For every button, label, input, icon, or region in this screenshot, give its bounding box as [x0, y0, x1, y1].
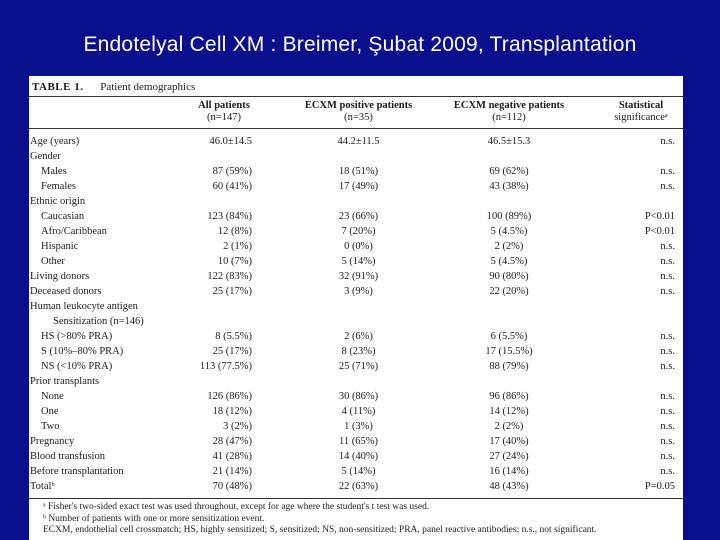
- cell-ecxm-positive: 22 (63%): [338, 481, 379, 492]
- cell-all-patients: 21 (14%): [212, 466, 252, 477]
- row-label: Females: [41, 181, 76, 192]
- footnote-b: ᵇ Number of patients with one or more sensitization event.: [43, 513, 265, 524]
- row-label: Other: [41, 256, 65, 267]
- cell-ecxm-positive: 2 (6%): [344, 331, 373, 342]
- cell-significance: n.s.: [660, 256, 675, 267]
- row-label: Two: [41, 421, 60, 432]
- cell-ecxm-positive: 0 (0%): [344, 241, 373, 252]
- row-label: Before transplantation: [30, 466, 124, 477]
- table-row: [29, 389, 683, 404]
- row-label: Afro/Caribbean: [41, 226, 107, 237]
- table-image: [29, 76, 683, 540]
- cell-significance: P<0.01: [644, 211, 675, 222]
- row-label: NS (<10% PRA): [41, 361, 113, 372]
- table-caption: [32, 81, 195, 93]
- slide-title: Endotelyal Cell XM : Breimer, Şubat 2009, Transplantation: [83, 33, 637, 56]
- row-label: Blood transfusion: [30, 451, 105, 462]
- row-label: One: [41, 406, 59, 417]
- cell-ecxm-positive: 17 (49%): [338, 181, 379, 192]
- cell-all-patients: 2 (1%): [223, 241, 252, 252]
- cell-significance: P=0.05: [644, 481, 675, 492]
- cell-ecxm-negative: 17 (15.5%): [485, 346, 533, 357]
- cell-all-patients: 126 (86%): [207, 391, 252, 402]
- cell-all-patients: 70 (48%): [212, 481, 252, 492]
- cell-ecxm-negative: 2 (2%): [494, 421, 524, 432]
- header-ecxm-positive: ECXM positive patients (n=35): [304, 100, 413, 123]
- table-row: [29, 344, 683, 359]
- cell-all-patients: 3 (2%): [223, 421, 252, 432]
- cell-significance: n.s.: [660, 136, 675, 147]
- cell-ecxm-negative: 43 (38%): [489, 181, 529, 192]
- cell-ecxm-negative: 5 (4.5%): [490, 256, 528, 267]
- cell-all-patients: 123 (84%): [207, 211, 252, 222]
- table-row: [29, 179, 683, 194]
- cell-ecxm-positive: 14 (40%): [338, 451, 379, 462]
- cell-ecxm-negative: 90 (80%): [489, 271, 529, 282]
- cell-significance: n.s.: [660, 451, 675, 462]
- cell-ecxm-positive: 18 (51%): [338, 166, 379, 177]
- cell-ecxm-negative: 88 (79%): [489, 361, 529, 372]
- table-row: [29, 329, 683, 344]
- row-label: Prior transplants: [30, 376, 100, 387]
- cell-ecxm-negative: 2 (2%): [494, 241, 524, 252]
- cell-ecxm-positive: 7 (20%): [341, 226, 376, 237]
- table-row: [29, 134, 683, 149]
- cell-ecxm-positive: 44.2±11.5: [337, 136, 380, 147]
- table-row: [29, 464, 683, 479]
- table-rule-bottom: [29, 498, 683, 499]
- table-row: [29, 254, 683, 269]
- cell-significance: n.s.: [660, 166, 675, 177]
- footnote-a: ᵃ Fisher's two-sided exact test was used throughout, except for age where the student's t test was used.: [43, 502, 430, 512]
- table-row: [29, 479, 683, 494]
- cell-ecxm-positive: 1 (3%): [344, 421, 373, 432]
- row-label: Caucasian: [41, 211, 85, 222]
- table-row: [29, 164, 683, 179]
- cell-ecxm-positive: 30 (86%): [338, 391, 379, 402]
- table-rule-top: [29, 96, 683, 97]
- cell-ecxm-negative: 46.5±15.3: [487, 136, 531, 147]
- cell-all-patients: 12 (8%): [217, 226, 252, 237]
- row-label: Males: [41, 166, 67, 177]
- table-rule-header: [29, 128, 683, 129]
- header-all-patients: All patients (n=147): [198, 100, 250, 123]
- cell-ecxm-negative: 22 (20%): [489, 286, 529, 297]
- cell-significance: n.s.: [660, 331, 675, 342]
- cell-ecxm-negative: 16 (14%): [489, 466, 529, 477]
- cell-ecxm-negative: 6 (5.5%): [490, 331, 528, 342]
- cell-ecxm-negative: 100 (89%): [486, 211, 532, 222]
- table-row: [29, 239, 683, 254]
- table-row: [29, 374, 683, 389]
- table-row: [29, 434, 683, 449]
- cell-significance: n.s.: [660, 181, 675, 192]
- row-label: Gender: [30, 151, 61, 162]
- table-row: [29, 419, 683, 434]
- cell-significance: n.s.: [660, 436, 675, 447]
- table-row: [29, 314, 683, 329]
- row-label: Sensitization (n=146): [53, 316, 144, 327]
- cell-ecxm-negative: 27 (24%): [489, 451, 529, 462]
- row-label: Pregnancy: [30, 436, 75, 447]
- cell-all-patients: 28 (47%): [212, 436, 252, 447]
- table-footnotes: [43, 502, 683, 537]
- cell-significance: n.s.: [660, 466, 675, 477]
- cell-significance: n.s.: [660, 286, 675, 297]
- table-row: [29, 209, 683, 224]
- cell-ecxm-negative: 17 (40%): [489, 436, 529, 447]
- cell-ecxm-positive: 5 (14%): [341, 466, 376, 477]
- table-row: [29, 224, 683, 239]
- table-number: TABLE 1.: [32, 81, 84, 93]
- table-row: [29, 404, 683, 419]
- row-label: Hispanic: [41, 241, 79, 252]
- table-row: [29, 284, 683, 299]
- header-statistical-significance: Statistical significanceᵃ: [614, 100, 668, 123]
- cell-ecxm-positive: 5 (14%): [341, 256, 376, 267]
- cell-ecxm-positive: 11 (65%): [339, 436, 378, 447]
- cell-significance: P<0.01: [644, 226, 675, 237]
- header-ecxm-negative: ECXM negative patients (n=112): [453, 100, 565, 123]
- cell-ecxm-negative: 5 (4.5%): [490, 226, 528, 237]
- cell-significance: n.s.: [660, 271, 675, 282]
- cell-ecxm-negative: 69 (62%): [489, 166, 529, 177]
- table-row: [29, 299, 683, 314]
- cell-all-patients: 8 (5.5%): [215, 331, 252, 342]
- cell-all-patients: 60 (41%): [212, 181, 252, 192]
- cell-ecxm-positive: 32 (91%): [338, 271, 379, 282]
- cell-significance: n.s.: [660, 391, 675, 402]
- cell-significance: n.s.: [660, 361, 675, 372]
- row-label: S (10%–80% PRA): [41, 346, 124, 357]
- cell-all-patients: 113 (77.5%): [199, 361, 252, 372]
- row-label: Totalᵇ: [30, 481, 55, 492]
- footnote-abbreviations: ECXM, endothelial cell crossmatch; HS, highly sensitized; S, sensitized; NS, non-sensitized; PRA, panel reactive antibodies; n.s., not significant.: [43, 525, 597, 535]
- cell-ecxm-positive: 25 (71%): [338, 361, 379, 372]
- cell-all-patients: 18 (12%): [212, 406, 252, 417]
- row-label: Deceased donors: [30, 286, 102, 297]
- row-label: Human leukocyte antigen: [30, 301, 138, 312]
- table-title: Patient demographics: [100, 81, 196, 93]
- cell-ecxm-positive: 4 (11%): [341, 406, 376, 417]
- cell-ecxm-negative: 48 (43%): [489, 481, 529, 492]
- cell-significance: n.s.: [660, 241, 675, 252]
- row-label: Age (years): [30, 136, 80, 147]
- table-row: [29, 449, 683, 464]
- cell-all-patients: 10 (7%): [217, 256, 252, 267]
- cell-all-patients: 41 (28%): [212, 451, 252, 462]
- cell-significance: n.s.: [660, 406, 675, 417]
- cell-ecxm-negative: 96 (86%): [489, 391, 529, 402]
- cell-all-patients: 25 (17%): [212, 346, 252, 357]
- row-label: Living donors: [30, 271, 90, 282]
- cell-ecxm-positive: 8 (23%): [341, 346, 376, 357]
- row-label: None: [41, 391, 64, 402]
- cell-significance: n.s.: [660, 421, 675, 432]
- cell-all-patients: 122 (83%): [207, 271, 252, 282]
- table-row: [29, 269, 683, 284]
- cell-all-patients: 87 (59%): [212, 166, 252, 177]
- table-row: [29, 194, 683, 209]
- cell-ecxm-positive: 3 (9%): [344, 286, 373, 297]
- cell-all-patients: 46.0±14.5: [209, 136, 252, 147]
- row-label: Ethnic origin: [30, 196, 86, 207]
- table-row: [29, 149, 683, 164]
- cell-significance: n.s.: [660, 346, 675, 357]
- table-row: [29, 359, 683, 374]
- cell-ecxm-negative: 14 (12%): [489, 406, 529, 417]
- row-label: HS (>80% PRA): [41, 331, 113, 342]
- cell-ecxm-positive: 23 (66%): [338, 211, 379, 222]
- cell-all-patients: 25 (17%): [212, 286, 252, 297]
